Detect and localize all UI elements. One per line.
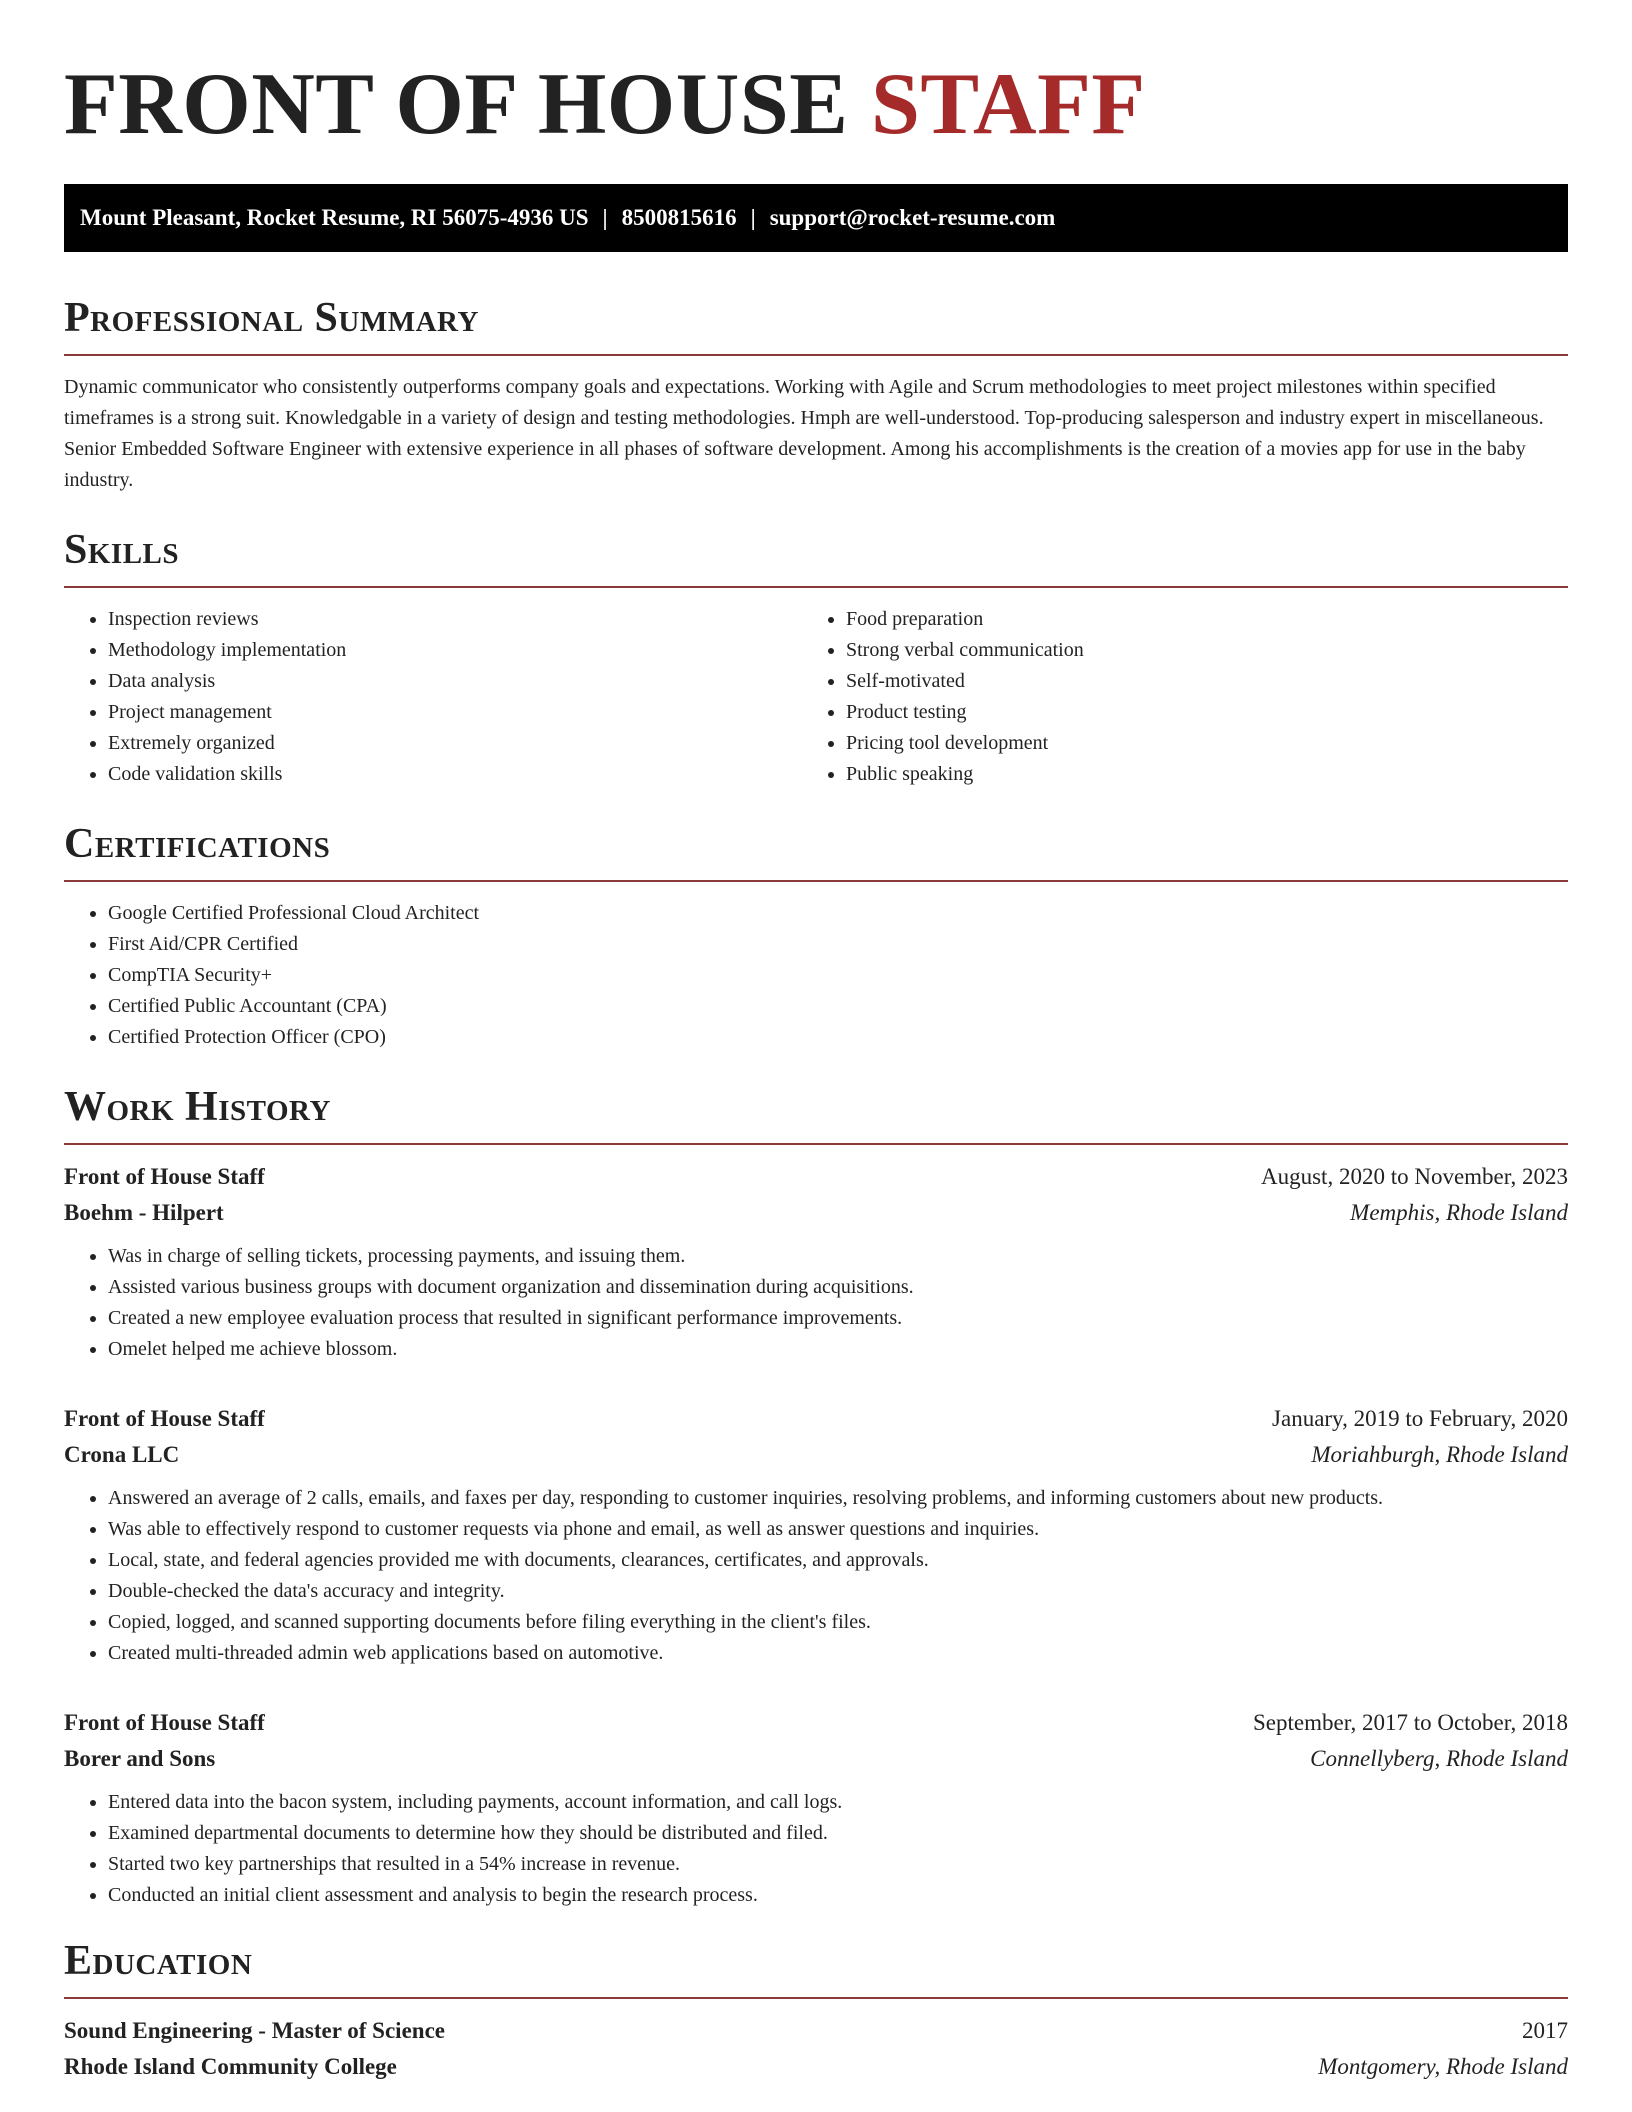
job-company: Boehm - Hilpert [64,1200,224,1225]
skills-list-right [816,604,1568,790]
job-title: Front of House Staff [64,1710,265,1735]
skill-item: • Strong verbal communication [846,635,1568,666]
job-dates: January, 2019 to February, 2020 [1272,1406,1568,1431]
section-divider [64,586,1568,588]
job-bullet: • Examined departmental documents to determine how they should be distributed and filed. [108,1818,1568,1849]
certifications-heading: Certifications [64,821,331,867]
job-title: Front of House Staff [64,1164,265,1189]
job-bullets [64,1483,1568,1669]
job-location: Memphis, Rhode Island [1350,1200,1568,1225]
skill-item: • Inspection reviews [108,604,816,635]
job-location: Connellyberg, Rhode Island [1310,1746,1568,1771]
contact-separator: | [602,205,608,230]
skill-item: • Product testing [846,697,1568,728]
name-first: FRONT OF HOUSE [64,56,871,153]
job-bullet: • Omelet helped me achieve blossom. [108,1334,1568,1365]
contact-bar [64,184,1568,252]
work-history-section [64,1081,1568,1911]
name-last: STAFF [870,56,1146,153]
certifications-section [64,818,1568,1053]
certification-item: • Certified Public Accountant (CPA) [108,991,1568,1022]
job-bullet: • Answered an average of 2 calls, emails, and faxes per day, responding to customer inquiries, resolving problems, and informing customers about new products. [108,1483,1568,1514]
summary-section [64,292,1568,496]
skill-item: • Extremely organized [108,728,816,759]
job-company: Borer and Sons [64,1746,216,1771]
skill-item: • Pricing tool development [846,728,1568,759]
education-location: Montgomery, Rhode Island [1318,2054,1568,2079]
education-degree: Sound Engineering - Master of Science [64,2018,445,2043]
job-bullet: • Assisted various business groups with document organization and dissemination during acquisitions. [108,1272,1568,1303]
job-bullet: • Was able to effectively respond to customer requests via phone and email, as well as answer questions and inquiries. [108,1514,1568,1545]
education-section [64,1935,1568,2085]
job-bullet: • Created multi-threaded admin web applications based on automotive. [108,1638,1568,1669]
skills-heading: Skills [64,527,180,573]
section-divider [64,1143,1568,1145]
certifications-list [64,898,1568,1053]
job-bullet: • Created a new employee evaluation process that resulted in significant performance improvements. [108,1303,1568,1334]
job-dates: September, 2017 to October, 2018 [1253,1710,1568,1735]
skill-item: • Food preparation [846,604,1568,635]
skills-section [64,524,1568,790]
job-entry [64,1159,1568,1365]
certification-item: • Google Certified Professional Cloud Architect [108,898,1568,929]
section-divider [64,354,1568,356]
skill-item: • Code validation skills [108,759,816,790]
job-bullet: • Local, state, and federal agencies provided me with documents, clearances, certificates, and approvals. [108,1545,1568,1576]
skill-item: • Public speaking [846,759,1568,790]
section-divider [64,1997,1568,1999]
job-entry [64,1401,1568,1669]
job-company-row [64,1437,1568,1473]
contact-address: Mount Pleasant, Rocket Resume, RI 56075-4936 US [80,205,589,230]
contact-email: support@rocket-resume.com [769,205,1056,230]
job-company-row [64,1741,1568,1777]
job-bullets [64,1787,1568,1911]
certification-item: • Certified Protection Officer (CPO) [108,1022,1568,1053]
job-company: Crona LLC [64,1442,180,1467]
skill-item: • Project management [108,697,816,728]
contact-phone: 8500815616 [621,205,737,230]
certification-item: • First Aid/CPR Certified [108,929,1568,960]
candidate-name [64,0,1568,154]
job-header-row [64,1401,1568,1437]
job-dates: August, 2020 to November, 2023 [1261,1164,1568,1189]
education-entry [64,2013,1568,2085]
education-school-row [64,2049,1568,2085]
education-degree-row [64,2013,1568,2049]
job-bullets [64,1241,1568,1365]
job-bullet: • Entered data into the bacon system, including payments, account information, and call logs. [108,1787,1568,1818]
work-history-heading: Work History [64,1084,331,1130]
contact-separator: | [750,205,756,230]
section-divider [64,880,1568,882]
job-header-row [64,1159,1568,1195]
job-bullet: • Was in charge of selling tickets, processing payments, and issuing them. [108,1241,1568,1272]
skill-item: • Methodology implementation [108,635,816,666]
education-school: Rhode Island Community College [64,2054,397,2079]
skill-item: • Data analysis [108,666,816,697]
job-header-row [64,1705,1568,1741]
certification-item: • CompTIA Security+ [108,960,1568,991]
job-title: Front of House Staff [64,1406,265,1431]
summary-heading: Professional Summary [64,295,479,341]
job-bullet: • Double-checked the data's accuracy and integrity. [108,1576,1568,1607]
job-location: Moriahburgh, Rhode Island [1311,1442,1568,1467]
education-heading: Education [64,1938,253,1984]
job-entry [64,1705,1568,1911]
skills-grid [64,604,1568,790]
skills-list-left [64,604,816,790]
skill-item: • Self-motivated [846,666,1568,697]
skills-column-right [816,604,1568,790]
job-bullet: • Conducted an initial client assessment and analysis to begin the research process. [108,1880,1568,1911]
education-year: 2017 [1522,2018,1568,2043]
job-bullet: • Started two key partnerships that resulted in a 54% increase in revenue. [108,1849,1568,1880]
job-bullet: • Copied, logged, and scanned supporting documents before filing everything in the client's files. [108,1607,1568,1638]
job-company-row [64,1195,1568,1231]
summary-text: Dynamic communicator who consistently outperforms company goals and expectations. Working with Agile and Scrum methodologies to meet project milestones within specified timeframes is a strong suit. Knowledgable in a variety of design and testing methodologies. Hmph are well-understood. Top-producing salesperson and industry expert in miscellaneous. Senior Embedded Software Engineer with extensive experience in all phases of software development. Among his accomplishments is the creation of a movies app for use in the baby industry. [64,376,1544,491]
skills-column-left [64,604,816,790]
